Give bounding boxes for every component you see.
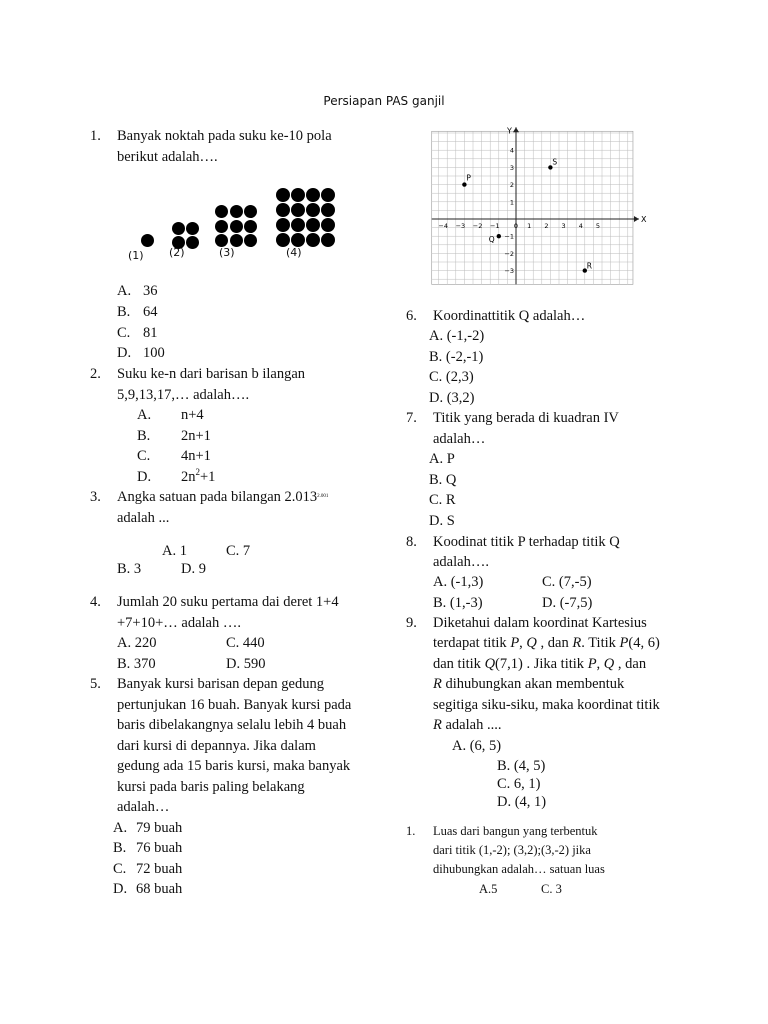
question-number: 6. (406, 308, 417, 324)
option-c: C. (137, 448, 151, 464)
question-text-line: Koordinattitik Q adalah… (433, 308, 586, 324)
pattern-dot (291, 188, 305, 202)
cartesian-grid-figure (432, 126, 647, 288)
x-axis-arrow (634, 216, 639, 222)
option-a: A. (113, 820, 128, 836)
option-d-text: $2n^2+1$ (181, 467, 216, 485)
question-text-line: Angka satuan pada bilangan $2.013^{2.001}$ (117, 489, 329, 505)
option-d-text: 68 buah (136, 881, 183, 897)
x-tick-label: −1 (490, 222, 500, 230)
pattern-dot (321, 188, 335, 202)
option-a: A. (117, 283, 132, 299)
pattern-dot (291, 218, 305, 232)
option-d: D. (-7,5) (542, 595, 593, 611)
option-b: B. (4, 5) (497, 758, 546, 774)
pattern-dot (215, 205, 228, 218)
pattern-dot (186, 222, 199, 235)
y-axis-label: Y (507, 126, 512, 136)
question-text-line: dan titik Q(7,1) . Jika titik P, Q , dan (433, 656, 647, 672)
pattern-dot (230, 220, 243, 233)
question-text-line: adalah… (433, 431, 486, 447)
point-label-s: S (552, 157, 558, 167)
page-title: Persiapan PAS ganjil (323, 94, 445, 108)
option-b: B. (137, 428, 151, 444)
x-tick-label: −4 (438, 222, 448, 230)
pattern-dot (321, 233, 335, 247)
option-b: B. (113, 840, 127, 856)
question-text-line: Koodinat titik P terhadap titik Q (433, 534, 620, 550)
option-c: C. 6, 1) (497, 776, 541, 792)
pattern-dot (291, 233, 305, 247)
question-text-line: R dihubungkan akan membentuk (433, 676, 625, 692)
option-b: B. (1,-3) (433, 595, 483, 611)
option-b-text: 64 (143, 304, 158, 320)
question-text-line: 5,9,13,17,… adalah…. (117, 387, 250, 403)
point-p (462, 182, 466, 186)
x-tick-label: 1 (527, 222, 532, 230)
x-tick-label: −3 (455, 222, 466, 230)
x-tick-label: 2 (544, 222, 549, 230)
question-text-line: Titik yang berada di kuadran IV (433, 410, 619, 426)
pattern-dot (306, 233, 320, 247)
question-text-line: Banyak kursi barisan depan gedung (117, 676, 324, 692)
point-q (497, 234, 501, 238)
option-b-text: 2n+1 (181, 428, 211, 444)
question-text-line: Diketahui dalam koordinat Kartesius (433, 615, 647, 631)
option-b: B. (117, 304, 131, 320)
option-a: A. (-1,3) (433, 574, 484, 590)
pattern-dot (306, 188, 320, 202)
question-text-line: kursi pada baris paling belakang (117, 779, 305, 795)
question-number: 9. (406, 615, 417, 631)
option-c: C. (7,-5) (542, 574, 592, 590)
pattern-label: (1) (128, 249, 144, 262)
option-d: D. 590 (226, 656, 266, 672)
option-c: C. (113, 861, 127, 877)
pattern-label: (2) (169, 246, 185, 259)
option-b: B. 3 (117, 561, 142, 577)
option-a: A. (137, 407, 152, 423)
pattern-dot (306, 203, 320, 217)
question-text-line: adalah…. (433, 554, 489, 570)
option-a: A. 1 (162, 543, 187, 559)
pattern-dot (186, 236, 199, 249)
question-text-line: R adalah .... (433, 717, 502, 733)
question-text-line: pertunjukan 16 buah. Banyak kursi pada (117, 697, 352, 713)
question-text-line: segitiga siku-siku, maka koordinat titik (433, 697, 660, 713)
pattern-dot (276, 218, 290, 232)
question-text-line: Suku ke-n dari barisan b ilangan (117, 366, 306, 382)
question-text-line: Banyak noktah pada suku ke-10 pola (117, 128, 332, 144)
y-tick-label: −1 (504, 232, 514, 241)
option-d: D. (117, 345, 132, 361)
pattern-dot (244, 220, 257, 233)
point-label-r: R (586, 261, 593, 271)
point-label-q: Q (488, 235, 495, 245)
question-number: 1. (406, 824, 416, 838)
y-tick-label: 4 (509, 146, 514, 155)
pattern-dot (230, 205, 243, 218)
pattern-dot (141, 234, 154, 247)
question-text-line: berikut adalah…. (117, 149, 218, 165)
question-text-line: +7+10+… adalah …. (117, 615, 241, 631)
pattern-dot (172, 222, 185, 235)
option-a-text: 36 (143, 283, 158, 299)
option-d: D. (137, 469, 152, 485)
y-tick-label: 2 (509, 181, 514, 190)
question-text-line: dihubungkan adalah… satuan luas (433, 862, 605, 876)
question-text-line: Luas dari bangun yang terbentuk (433, 824, 598, 838)
option-c: C. (117, 325, 131, 341)
pattern-dot (306, 218, 320, 232)
question-number: 1. (90, 128, 101, 144)
question-text-line: baris dibelakangnya selalu lebih 4 buah (117, 717, 347, 733)
pattern-dot (321, 218, 335, 232)
pattern-dot (291, 203, 305, 217)
option-c: C. (2,3) (429, 369, 474, 385)
pattern-dot (276, 233, 290, 247)
pattern-dot (321, 203, 335, 217)
y-tick-label: 1 (509, 198, 514, 207)
question-text-line: gedung ada 15 baris kursi, maka banyak (117, 758, 351, 774)
x-tick-label: 3 (561, 222, 566, 230)
option-d-text: 100 (143, 345, 165, 361)
option-c-text: 81 (143, 325, 158, 341)
option-c-text: 4n+1 (181, 448, 211, 464)
x-tick-label: 4 (578, 222, 583, 230)
option-c: C. 7 (226, 543, 251, 559)
point-label-p: P (466, 173, 471, 183)
y-tick-label: −2 (504, 249, 514, 258)
x-axis-label: X (640, 215, 647, 224)
pattern-label: (3) (219, 246, 235, 259)
pattern-dot (276, 203, 290, 217)
question-text-line: dari kursi di depannya. Jika dalam (117, 738, 316, 754)
x-tick-label: 5 (595, 222, 601, 230)
pattern-dot (244, 234, 257, 247)
question-text-line: dari titik (1,-2); (3,2);(3,-2) jika (433, 843, 591, 857)
pattern-dot (215, 220, 228, 233)
question-number: 5. (90, 676, 101, 692)
option-a-text: 79 buah (136, 820, 183, 836)
pattern-label: (4) (286, 246, 302, 259)
question-text-line: adalah… (117, 799, 170, 815)
y-axis-arrow (513, 127, 519, 132)
question-number: 4. (90, 594, 101, 610)
option-d: D. (4, 1) (497, 794, 547, 810)
option-d: D. (3,2) (429, 390, 475, 406)
pattern-dot (244, 205, 257, 218)
option-a: A. P (429, 451, 455, 467)
option-a: A. (6, 5) (452, 738, 502, 754)
x-tick-label: −2 (472, 222, 483, 230)
x-tick-label: 0 (513, 222, 519, 230)
option-b: B. (-2,-1) (429, 349, 484, 365)
option-b: B. Q (429, 472, 457, 488)
option-a: A. (-1,-2) (429, 328, 485, 344)
option-a-text: n+4 (181, 407, 204, 423)
option-d: D. 9 (181, 561, 206, 577)
option-c-text: 72 buah (136, 861, 183, 877)
question-number: 3. (90, 489, 101, 505)
option-a: A.5 (479, 882, 498, 896)
option-b: B. 370 (117, 656, 156, 672)
grid-border (432, 131, 633, 284)
question-text-line: adalah ... (117, 510, 170, 526)
pattern-dot (276, 188, 290, 202)
option-d: D. (113, 881, 128, 897)
question-text-line: terdapat titik P, Q , dan R. Titik P(4, 6) (433, 635, 660, 651)
y-tick-label: −3 (504, 267, 514, 276)
question-number: 8. (406, 534, 417, 550)
question-number: 7. (406, 410, 417, 426)
option-c: C. R (429, 492, 456, 508)
question-text-line: Jumlah 20 suku pertama dai deret 1+4 (117, 594, 339, 610)
option-b-text: 76 buah (136, 840, 183, 856)
option-c: C. 440 (226, 635, 265, 651)
option-d: D. S (429, 513, 455, 529)
option-c: C. 3 (541, 882, 562, 896)
question-number: 2. (90, 366, 101, 382)
y-tick-label: 3 (509, 163, 514, 172)
option-a: A. 220 (117, 635, 157, 651)
